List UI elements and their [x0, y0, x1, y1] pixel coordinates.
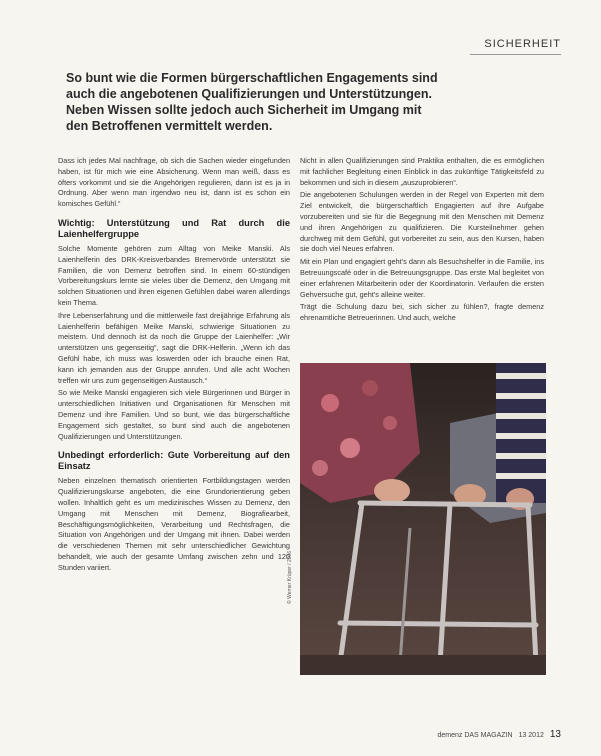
page-footer [437, 729, 561, 740]
section-tag: SICHERHEIT [484, 38, 561, 50]
paragraph: Neben einzelnen thematisch orientierten Fortbildungstagen werden Qualifizierungskurse angeboten, die eine Grundorientierung geben wollen. Inhaltlich geht es um medizinisches Wissen zu Demenz, den Umgang mit Menschen mit Demenz, Biografiearbeit, Beschäftigungsmöglichkeiten, Verarbeitung und Rechtsfragen, die Situation von Angehörigen und der Umgang mit ihnen. Dabei werden die verschiedenen Themen mit sehr unterschiedlicher Gewichtung behandelt, wie auch der gesamte Umfang zwischen zehn und 120 Stunden variiert. [58, 476, 290, 572]
paragraph: Dass ich jedes Mal nachfrage, ob sich die Sachen wieder eingefunden haben, ist für mich wie eine Absicherung. Wenn man weiß, dass es öfters vorkommt und sie die Angehörigen regulieren, dann ist es ja in Ordnung. Aber wenn man irgendwo neu ist, dann ist es schon ein komisches Gefühl.“ [58, 156, 290, 209]
subheading: Wichtig: Unterstützung und Rat durch die Laienhelfergruppe [58, 217, 290, 239]
paragraph: Die angebotenen Schulungen werden in der Regel von Experten mit dem Ziel entwickelt, die bürgerschaftlich Engagierten auf ihre Aufgabe vorzubereiten und sie für die Begegnung mit den Menschen mit Demenz und ihren Angehörigen zu qualifizieren. Die Kursteilnehmer gehen durchweg mit dem Gefühl, gut vorbereitet zu sein, aus den Kursen, haben sie doch viel Neues erfahren. [300, 190, 544, 254]
walker-photo [300, 363, 546, 675]
paragraph: Mit ein Plan und engagiert geht's dann als Besuchshelfer in die Familie, ins Betreuungscafé oder in die Betreuungsgruppe. Das erste Mal begleitet von einer erfahrenen Mitarbeiterin oder der Koordinatorin. Verlaufen die ersten Gehversuche gut, geht's alleine weiter. [300, 257, 544, 299]
section-rule [470, 54, 561, 55]
article-column-right [300, 156, 544, 362]
paragraph: So wie Meike Manski engagieren sich viele Bürgerinnen und Bürger in unterschiedlichen Initiativen und Organisationen für Menschen mit Demenz und ihre Familien. Und so bunt, wie das bürgerschaftliche Engagement sich gestaltet, so bunt sind auch die angebotenen Qualifizierungen und Unterstützungen. [58, 388, 290, 441]
article-column-left [58, 156, 290, 716]
paragraph: Solche Momente gehören zum Alltag von Meike Manski. Als Laienhelferin des DRK-Kreisverbandes Bremervörde unterstützt sie Familien, die von Demenz betroffen sind. In einem 60-stündigen Vorbereitungskurs lernte sie vieles über die Demenz, den Umgang mit solchen Situationen und ihren eigenen Gefühlen dabei waren allerdings kein Thema. [58, 243, 290, 307]
magazine-name: demenz DAS MAGAZIN [437, 732, 513, 739]
paragraph: Nicht in allen Qualifizierungen sind Praktika enthalten, die es ermöglichen mit fachlicher Begleitung einen Einblick in das zukünftige Tätigkeitsfeld zu bekommen und sich in diesem „auszuprobieren“. [300, 156, 544, 187]
paragraph: Trägt die Schulung dazu bei, sich sicher zu fühlen?, fragte demenz ehrenamtliche Betreuerinnen. Und auch, welche [300, 302, 544, 323]
lead-paragraph: So bunt wie die Formen bürgerschaftlichen Engagements sind auch die angebotenen Qualifizierungen und Unterstützungen. Neben Wissen sollte jedoch auch Sicherheit im Umgang mit den Betroffenen vermittelt werden. [66, 71, 438, 133]
photo-credit: © Werner Krüper / 2006 [287, 550, 293, 604]
page-number: 13 [549, 729, 561, 740]
paragraph: Ihre Lebenserfahrung und die mittlerweile fast dreijährige Erfahrung als Laienhelferin befähigen Meike Manski, schwierige Situationen zu meistern. Und dennoch ist da noch die Gruppe der Laienhelfer: „Wir unterstützen uns gegenseitig“, sagt die DRK-Helferin. „Wenn ich das Gefühl habe, ich muss was loswerden oder ich brauche einen Rat, kann ich jemanden aus der Gruppe anrufen. Und alle acht Wochen treffen wir uns zum gegenseitigen Austausch.“ [58, 310, 290, 385]
issue-number: 13 2012 [518, 732, 544, 739]
subheading: Unbedingt erforderlich: Gute Vorbereitung auf den Einsatz [58, 450, 290, 472]
